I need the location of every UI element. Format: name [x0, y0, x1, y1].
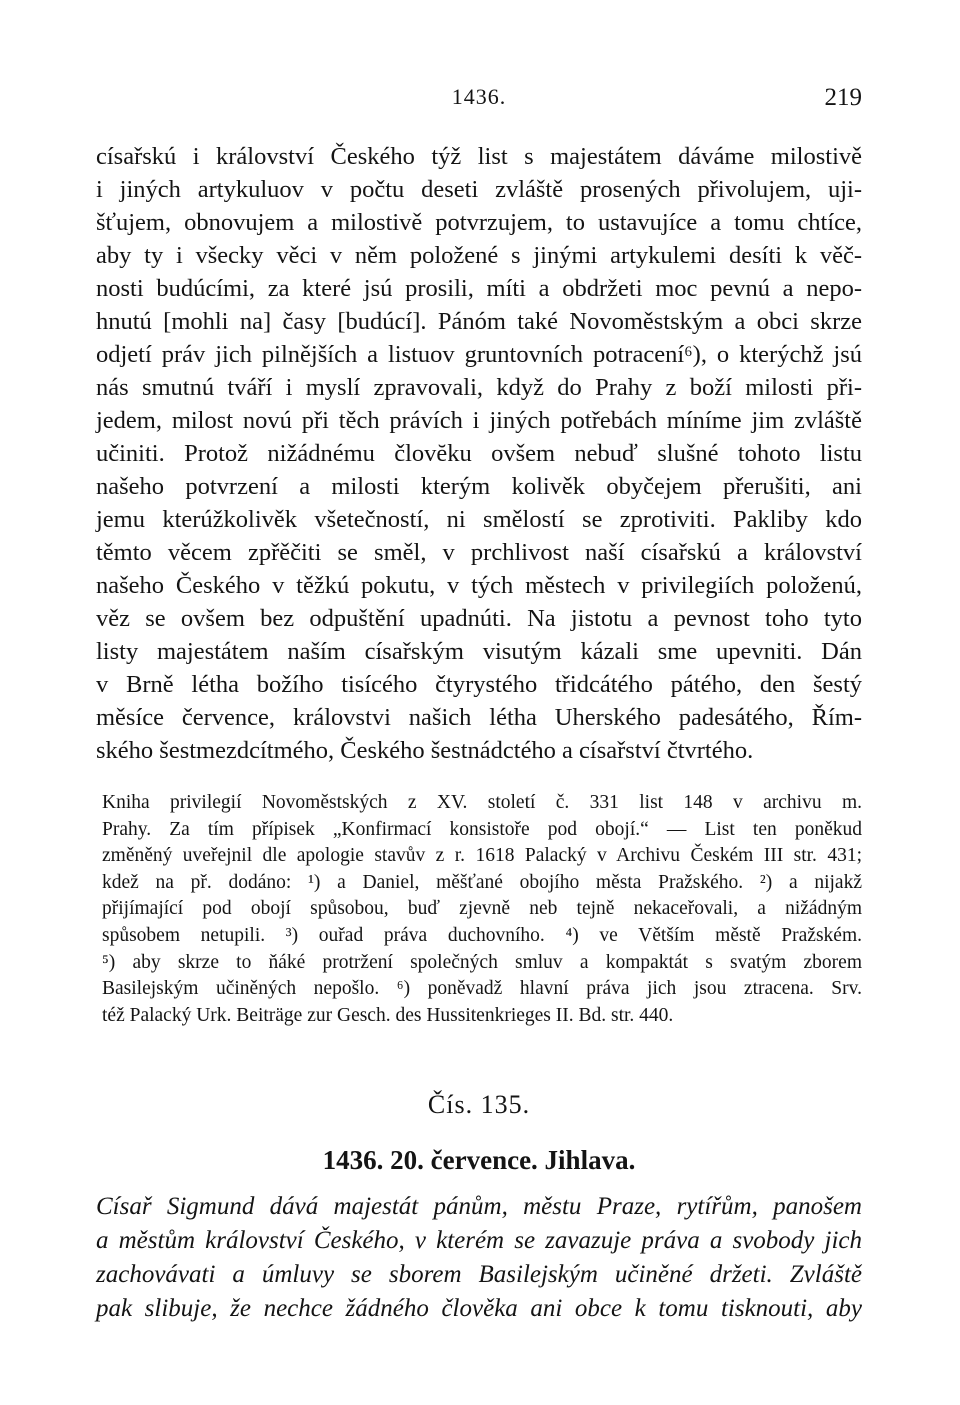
running-head	[96, 84, 862, 114]
abstract-line: pak slibuje, že nechce žádného člověka ani obce k tomu tisknouti, aby	[96, 1295, 862, 1322]
text-line: hnutú [mohli na] časy [budúcí]. Pánóm také Novoměstským a obci skrze	[96, 308, 862, 335]
text-line: i jiných artykuluov v počtu deseti zvláště prosených přivolujem, uji-	[96, 176, 862, 203]
footnote-line: kdež na př. dodáno: ¹) a Daniel, měšťané obojího města Pražského. ²) a nijakž	[102, 871, 862, 893]
text-line: jemu kterúžkolivěk všetečností, ni smělostí se zprotiviti. Pakliby kdo	[96, 506, 862, 533]
text-line: jedem, milost novú při těch právích i jiných potřebách míníme jim zvláště	[96, 407, 862, 434]
document-abstract	[96, 1190, 862, 1326]
text-line: odjetí práv jich pilnějších a listuov gruntovních potracení⁶), o kterýchž jsú	[96, 341, 862, 368]
text-line: těmto věcem zpřěčiti se směl, v prchlivost naší císařskú a království	[96, 539, 862, 566]
abstract-line: a městům království Českého, v kterém se zavazuje práva a svobody jich	[96, 1227, 862, 1254]
document-number: Čís. 135.	[427, 1090, 531, 1119]
footnote-line: ⁵) aby skrze to ňáké protržení společných smluv a kompaktát s svatým zborem	[102, 951, 862, 973]
text-line: našeho potvrzení a milosti kterým kolivěk obyčejem přerušiti, ani	[96, 473, 862, 500]
footnote-line: přijímající pod obojí spůsobou, buď zjevně neb tejně nekaceřovali, a nižádným	[102, 898, 862, 920]
abstract-line: Císař Sigmund dává majestát pánům, městu Praze, rytířům, panošem	[96, 1193, 862, 1220]
document-heading: 1436. 20. července. Jihlava.	[322, 1145, 636, 1175]
text-line: aby ty i všecky věci v něm položené s jinými artykulemi desíti k věč-	[96, 242, 862, 269]
main-text	[96, 140, 862, 767]
footnote-line: též Palacký Urk. Beiträge zur Gesch. des Hussitenkrieges II. Bd. str. 440.	[102, 1004, 674, 1026]
text-line: nosti budúcími, za které jsú prosili, míti a obdržeti moc pevnú a nepo-	[96, 275, 862, 302]
footnote-line: Basilejským učiněných nepošlo. ⁶) poněvadž hlavní práva jich jsou ztracena. Srv.	[102, 978, 862, 1000]
running-head-year: 1436.	[451, 84, 507, 109]
text-line: šťujem, obnovujem a milostivě potvrzujem, to ustavujíce a tomu chtíce,	[96, 209, 862, 236]
footnote-line: změněný uveřejnil dle apologie stavův z r. 1618 Palacký v Archivu Českém III str. 431;	[102, 845, 862, 867]
footnotes	[102, 790, 862, 1029]
footnote-line: Prahy. Za tím přípisek „Konfirmací konsistoře pod obojí.“ — List ten poněkud	[102, 818, 862, 840]
text-line: našeho Českého v těžkú pokutu, v tých městech v privilegiích položenú,	[96, 572, 862, 599]
text-line: učiniti. Protož nižádnému človĕku ovšem nebuď slušné tohoto listu	[96, 440, 862, 467]
page-number: 219	[824, 84, 862, 111]
abstract-line: zachovávati a úmluvy se sborem Basilejským učiněné držeti. Zvláště	[96, 1261, 862, 1288]
text-line: ského šestmezdcítmého, Českého šestnádctého a císařství čtvrtého.	[96, 737, 754, 764]
footnote-line: spůsobem netupili. ³) ouřad práva duchovního. ⁴) ve Větším městě Pražském.	[102, 924, 862, 946]
text-line: listy majestátem naším císařským visutým kázali sme upevniti. Dán	[96, 638, 862, 665]
text-line: věz se ovšem bez odpuštění upadnúti. Na jistotu a pevnost toho tyto	[96, 605, 862, 632]
text-line: nás smutnú tváří i myslí zpravovali, když do Prahy z boží milosti při-	[96, 374, 862, 401]
text-line: měsíce července, královstvi našich létha Uherského padesátého, Řím-	[96, 704, 862, 731]
text-line: v Brně létha božího tisícého čtyrystého třidcátého pátého, den šestý	[96, 671, 862, 698]
footnote-line: Kniha privilegií Novoměstských z XV. století č. 331 list 148 v archivu m.	[102, 792, 862, 813]
text-line: císařskú i království Českého týž list s majestátem dáváme milostivě	[96, 143, 862, 170]
